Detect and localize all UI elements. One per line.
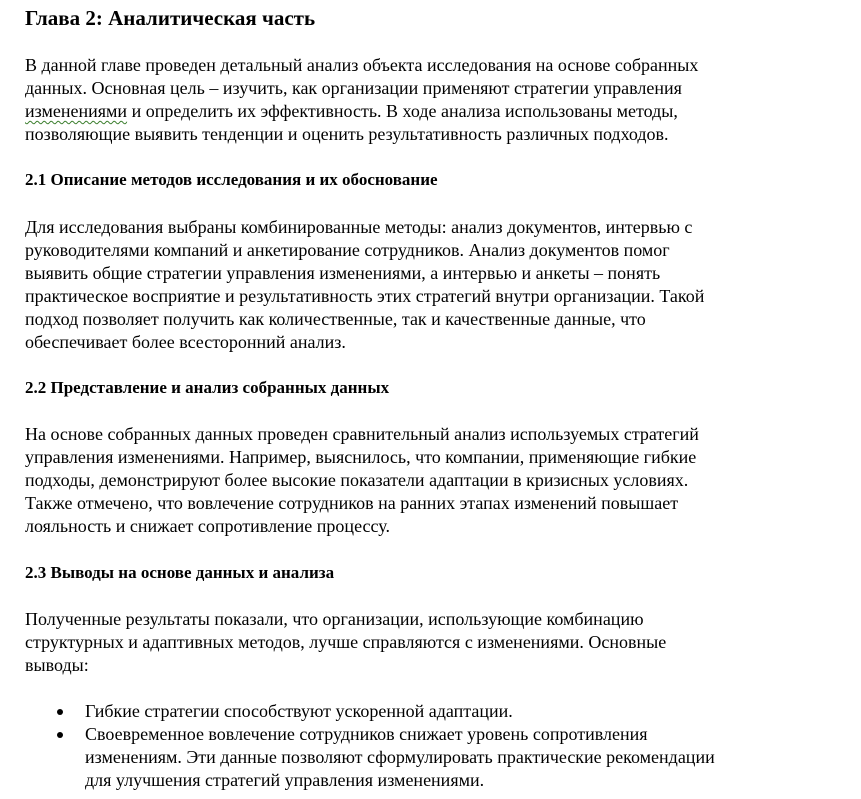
section-3-heading: 2.3 Выводы на основе данных и анализа — [25, 563, 335, 582]
chapter-title: Глава 2: Аналитическая часть — [25, 6, 316, 30]
section-2-paragraph — [25, 423, 815, 538]
section-3-line: выводы: — [25, 655, 89, 675]
section-1-paragraph — [25, 216, 815, 354]
intro-line-1: В данной главе проведен детальный анализ объекта исследования на основе собранных — [25, 55, 699, 75]
bullet-line: Гибкие стратегии способствуют ускоренной адаптации. — [85, 701, 513, 721]
section-1-line: выявить общие стратегии управления изменениями, а интервью и анкеты – понять — [25, 263, 661, 283]
conclusions-bullet-list — [25, 700, 825, 792]
section-1-heading: 2.1 Описание методов исследования и их обоснование — [25, 170, 438, 189]
bullet-line: для улучшения стратегий управления изменениями. — [85, 770, 485, 790]
intro-line-2: данных. Основная цель – изучить, как организации применяют стратегии управления — [25, 78, 682, 98]
section-1-line: руководителями компаний и анкетирование сотрудников. Анализ документов помог — [25, 240, 670, 260]
bullet-icon — [57, 732, 63, 738]
section-2-line: лояльность и снижает сопротивление процессу. — [25, 516, 390, 536]
section-1-line: Для исследования выбраны комбинированные методы: анализ документов, интервью с — [25, 217, 693, 237]
section-1-line: практическое восприятие и результативность этих стратегий внутри организации. Такой — [25, 286, 705, 306]
section-1-line: подход позволяет получить как количественные, так и качественные данные, что — [25, 309, 646, 329]
section-3-paragraph — [25, 608, 815, 677]
intro-line-4: позволяющие выявить тенденции и оценить результативность различных подходов. — [25, 124, 669, 144]
section-2-heading: 2.2 Представление и анализ собранных данных — [25, 378, 390, 397]
bullet-line: Своевременное вовлечение сотрудников снижает уровень сопротивления — [85, 724, 648, 744]
section-2-line: подходы, демонстрируют более высокие показатели адаптации в кризисных условиях. — [25, 470, 689, 490]
bullet-icon — [57, 709, 63, 715]
section-3-line: Полученные результаты показали, что организации, использующие комбинацию — [25, 609, 644, 629]
section-3-line: структурных и адаптивных методов, лучше справляются с изменениями. Основные — [25, 632, 667, 652]
section-2-line: Также отмечено, что вовлечение сотрудников на ранних этапах изменений повышает — [25, 493, 679, 513]
section-2-line: управления изменениями. Например, выяснилось, что компании, применяющие гибкие — [25, 447, 697, 467]
intro-line-3 — [25, 100, 815, 123]
list-item — [25, 723, 825, 792]
list-item — [25, 700, 825, 723]
section-1-line: обеспечивает более всесторонний анализ. — [25, 332, 346, 352]
section-2-line: На основе собранных данных проведен сравнительный анализ используемых стратегий — [25, 424, 699, 444]
bullet-line: изменениям. Эти данные позволяют сформулировать практические рекомендации — [85, 747, 715, 767]
intro-paragraph — [25, 54, 815, 146]
intro-line-3-rest: и определить их эффективность. В ходе анализа использованы методы, — [127, 101, 678, 121]
spellcheck-flagged-word[interactable]: изменениями — [25, 101, 128, 121]
